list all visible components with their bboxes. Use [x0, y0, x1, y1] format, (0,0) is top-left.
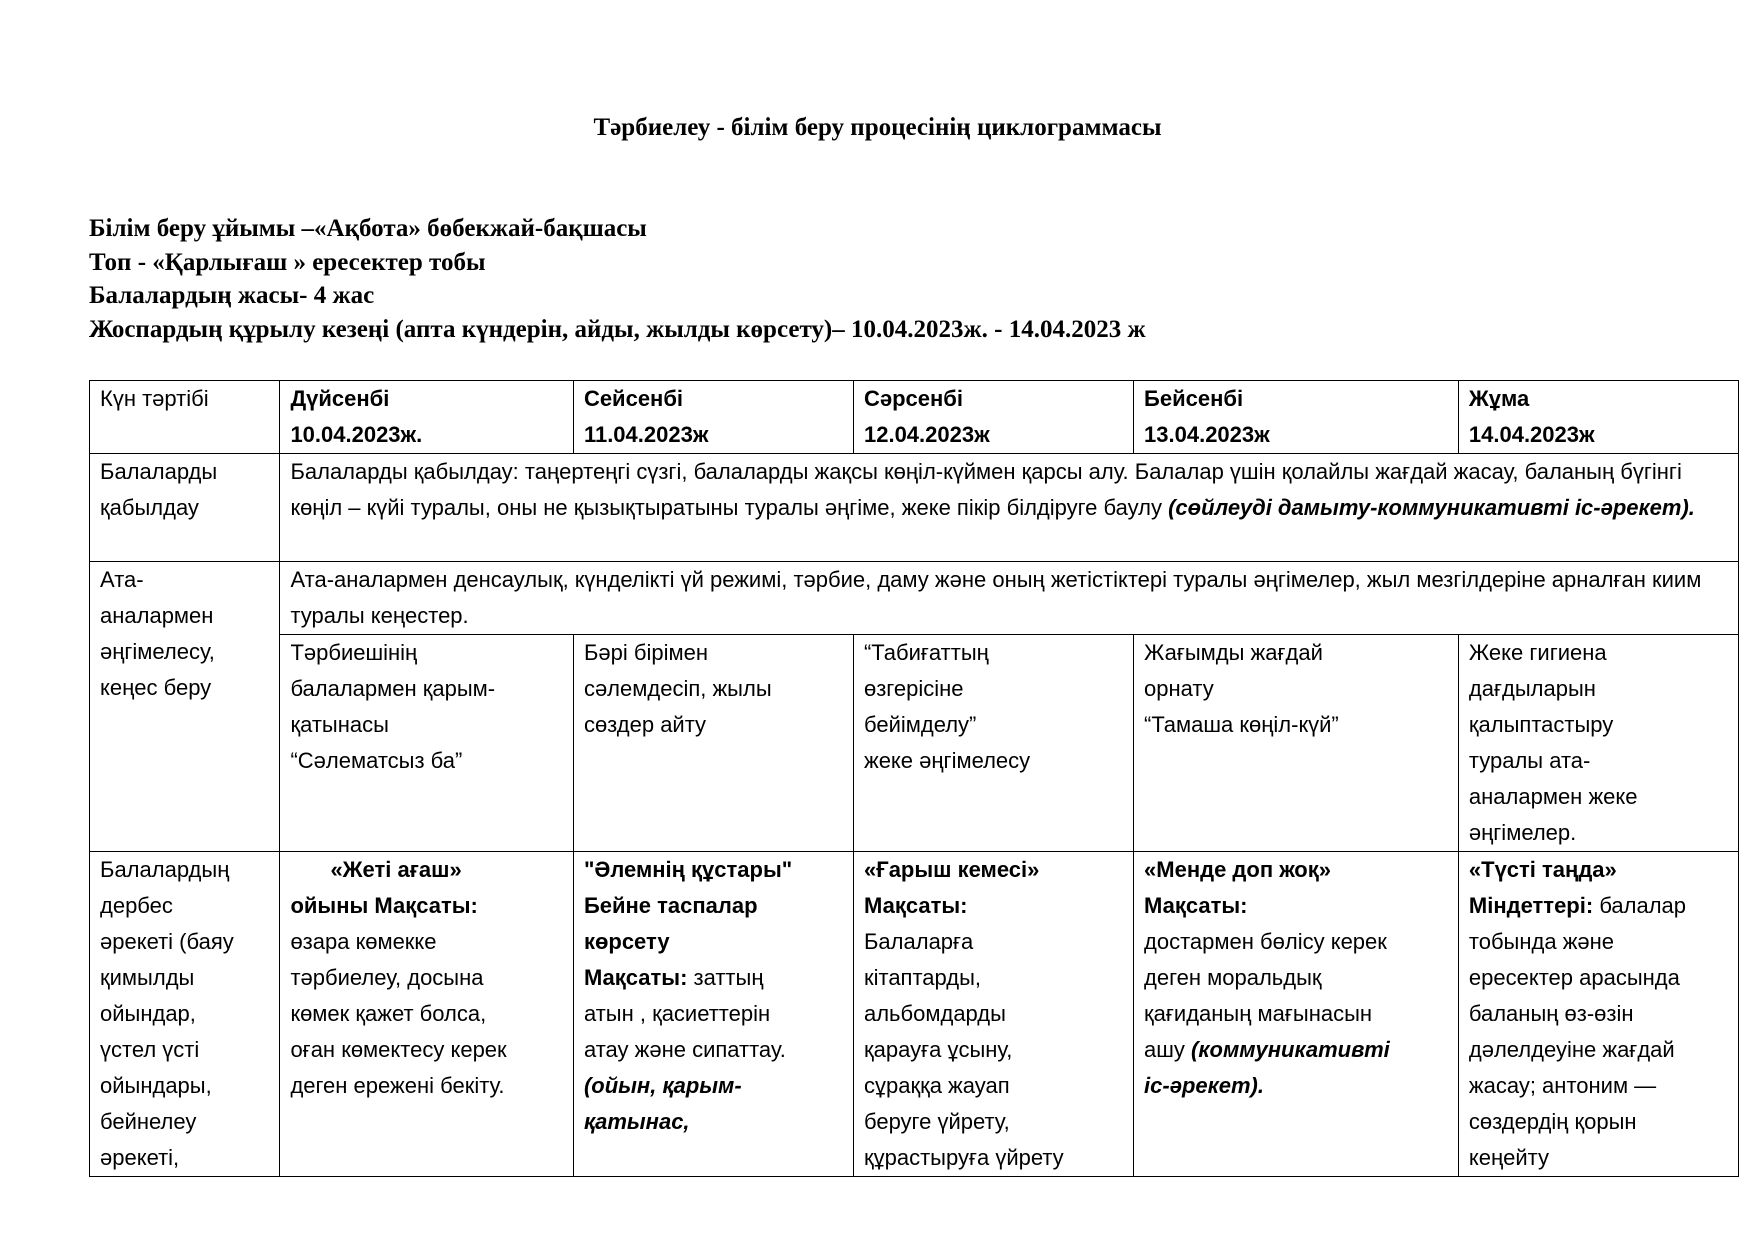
organization-line: Білім беру ұйымы –«Ақбота» бөбекжай-бақшасы: [89, 215, 647, 242]
activity-goal-label: Мақсаты:: [1144, 893, 1248, 918]
day-date: 11.04.2023ж: [583, 422, 709, 447]
cell-line: кеңейту: [1468, 1145, 1549, 1170]
activity-goal-label: Мақсаты:: [583, 965, 688, 990]
activity-goal-text: балалар: [1593, 893, 1687, 918]
cell-line: қағиданың мағынасын: [1144, 1001, 1373, 1026]
reception-description: [280, 454, 1739, 562]
row-label-line: бейнелеу: [100, 1109, 197, 1134]
parents-cell-thursday: [1134, 635, 1459, 852]
age-line: Балалардың жасы- 4 жас: [89, 282, 375, 309]
cell-line: тәрбиелеу, досына: [290, 965, 484, 990]
group-line: Топ - «Қарлығаш » ересектер тобы: [89, 248, 486, 276]
cell-line: сөздердің қорын: [1468, 1109, 1637, 1134]
cell-line: деген моральдық: [1144, 965, 1322, 990]
row-label-line: қабылдау: [100, 495, 199, 520]
document-meta: [89, 212, 1146, 346]
day-date: 14.04.2023ж: [1468, 422, 1595, 447]
activity-cell-friday: [1458, 852, 1738, 1177]
parents-cell-tuesday: [573, 635, 853, 852]
activity-goal: [1469, 888, 1730, 924]
cell-line: Жағымды жағдай: [1144, 640, 1323, 665]
header-cell-wednesday: [853, 381, 1133, 454]
activity-goal-label: Міндеттері:: [1468, 893, 1594, 918]
cell-line: [1144, 1032, 1450, 1068]
cell-line: туралы ата-: [1468, 748, 1591, 773]
day-date: 12.04.2023ж: [863, 422, 990, 447]
day-name: Сәрсенбі: [863, 386, 964, 411]
header-cell-thursday: [1134, 381, 1459, 454]
cell-line: “Табиғаттың: [863, 640, 989, 665]
day-name: Жұма: [1468, 386, 1530, 411]
period-line: Жоспардың құрылу кезеңі (апта күндерін, айды, жылды көрсету)– 10.04.2023ж. - 14.04.2023 ж: [89, 315, 1146, 343]
activity-title: [290, 852, 565, 888]
table-row-parents-daily: [90, 635, 1739, 852]
activity-title-text: «Жеті ағаш»: [330, 857, 462, 882]
reception-activity-note: (сөйлеуді дамыту-коммуникативті іс-әрекет).: [1168, 495, 1695, 520]
row-label-parents: [90, 562, 280, 852]
cell-line: Тәрбиешінің: [290, 640, 418, 665]
cell-line: Балаларға: [863, 929, 974, 954]
row-label-line: Балалардың: [100, 857, 230, 882]
row-label-line: дербес: [100, 893, 173, 918]
cell-line: қарауға ұсыну,: [863, 1037, 1013, 1062]
activity-title-line: Бейне таспалар: [583, 893, 758, 918]
row-label-line: Балаларды: [100, 459, 218, 484]
parents-common-text: Ата-аналармен денсаулық, күнделікті үй режимі, тәрбие, даму және оның жетістіктері туралы әңгімелер, жыл мезгілдеріне арналған киим туралы кеңестер.: [290, 567, 1702, 628]
row-label-line: қимылды: [100, 965, 195, 990]
header-cell-routine: [90, 381, 280, 454]
cell-line: сөздер айту: [583, 712, 707, 737]
cell-line: атын , қасиеттерін: [583, 1001, 771, 1026]
row-label-line: үстел үсті: [100, 1037, 200, 1062]
header-routine-label: Күн тәртібі: [100, 386, 209, 411]
table-row-reception: [90, 454, 1739, 562]
cell-line: атау және сипаттау.: [583, 1037, 786, 1062]
row-label-line: әңгімелесу,: [100, 639, 215, 664]
cell-line: оған көмектесу керек: [290, 1037, 507, 1062]
cell-line: Бәрі бірімен: [583, 640, 708, 665]
reception-text: Балаларды қабылдау: таңертеңгі сүзгі, балаларды жақсы көңіл-күймен қарсы алу. Балалар үшін қолайлы жағдай жасау, баланың бүгінгі көңіл – күйі туралы, оны не қызықтыратыны туралы әңгіме, жеке пікір білдіруге баулу: [290, 459, 1682, 520]
document-title: Тәрбиелеу - білім беру процесінің циклограммасы: [593, 114, 1162, 141]
activity-goal-text: заттың: [687, 965, 764, 990]
schedule-table: [89, 380, 1739, 1177]
activity-note: іс-әрекет).: [1144, 1073, 1264, 1098]
row-label-line: Ата-: [100, 567, 144, 592]
cell-line: тобында және: [1468, 929, 1615, 954]
cell-line: сәлемдесіп, жылы: [583, 676, 772, 701]
cell-text: ашу: [1144, 1037, 1192, 1062]
row-label-line: ойындар,: [100, 1001, 196, 1026]
cell-line: достармен бөлісу керек: [1144, 929, 1387, 954]
activity-cell-monday: [280, 852, 574, 1177]
cell-line: ересектер арасында: [1468, 965, 1680, 990]
row-label-reception: [90, 454, 280, 562]
activity-goal-label: Мақсаты:: [863, 893, 968, 918]
cell-line: дәлелдеуіне жағдай: [1468, 1037, 1675, 1062]
row-label-activities: [90, 852, 280, 1177]
header-cell-tuesday: [573, 381, 853, 454]
cell-line: жеке әңгімелесу: [863, 748, 1031, 773]
cell-line: кітаптарды,: [863, 965, 982, 990]
cell-line: өзгерісіне: [863, 676, 964, 701]
activity-note: (коммуникативті: [1191, 1037, 1390, 1062]
cell-line: әңгімелер.: [1468, 820, 1577, 845]
cell-line: деген ережені бекіту.: [290, 1073, 505, 1098]
cell-line: Жеке гигиена: [1468, 640, 1607, 665]
cell-line: көмек қажет болса,: [290, 1001, 487, 1026]
cell-line: аналармен жеке: [1468, 784, 1638, 809]
parents-cell-wednesday: [853, 635, 1133, 852]
header-cell-monday: [280, 381, 574, 454]
cell-line: өзара көмекке: [290, 929, 437, 954]
cell-line: альбомдарды: [863, 1001, 1006, 1026]
cell-line: бейімделу”: [863, 712, 977, 737]
cell-line: құрастыруға үйрету: [863, 1145, 1064, 1170]
activity-note: қатынас,: [583, 1109, 690, 1134]
cell-line: беруге үйрету,: [863, 1109, 1010, 1134]
table-row-activities: [90, 852, 1739, 1177]
day-date: 10.04.2023ж.: [290, 422, 423, 447]
cell-line: балалармен қарым-: [290, 676, 496, 701]
cell-line: сұраққа жауап: [863, 1073, 1010, 1098]
row-label-line: аналармен: [100, 603, 214, 628]
activity-title: "Әлемнің құстары": [583, 857, 793, 882]
day-date: 13.04.2023ж: [1144, 422, 1270, 447]
activity-cell-wednesday: [853, 852, 1133, 1177]
cell-line: қатынасы: [290, 712, 389, 737]
table-header-row: [90, 381, 1739, 454]
row-label-line: ойындары,: [100, 1073, 212, 1098]
parents-common-description: [280, 562, 1739, 635]
table-row-parents-common: [90, 562, 1739, 635]
parents-cell-friday: [1458, 635, 1738, 852]
activity-goal: [584, 960, 845, 996]
activity-title: «Ғарыш кемесі»: [863, 857, 1040, 882]
activity-title-line: көрсету: [583, 929, 670, 954]
activity-cell-tuesday: [573, 852, 853, 1177]
cell-line: “Сәлематсыз ба”: [290, 748, 463, 773]
cell-line: дағдыларын: [1468, 676, 1596, 701]
row-label-line: кеңес беру: [100, 675, 212, 700]
cell-line: қалыптастыру: [1468, 712, 1614, 737]
activity-title: «Түсті таңда»: [1468, 857, 1617, 882]
cell-line: баланың өз-өзін: [1468, 1001, 1634, 1026]
activity-note: (ойын, қарым-: [583, 1073, 742, 1098]
row-label-line: әрекеті (баяу: [100, 929, 234, 954]
day-name: Дүйсенбі: [290, 386, 390, 411]
day-name: Сейсенбі: [583, 386, 684, 411]
cell-line: жасау; антоним —: [1468, 1073, 1657, 1098]
activity-goal-label: ойыны Мақсаты:: [290, 893, 478, 918]
cell-line: орнату: [1144, 676, 1214, 701]
activity-title: «Менде доп жоқ»: [1144, 857, 1331, 882]
day-name: Бейсенбі: [1144, 386, 1244, 411]
cell-line: “Тамаша көңіл-күй”: [1144, 712, 1339, 737]
parents-cell-monday: [280, 635, 574, 852]
activity-cell-thursday: [1134, 852, 1459, 1177]
header-cell-friday: [1458, 381, 1738, 454]
row-label-line: әрекеті,: [100, 1145, 180, 1170]
